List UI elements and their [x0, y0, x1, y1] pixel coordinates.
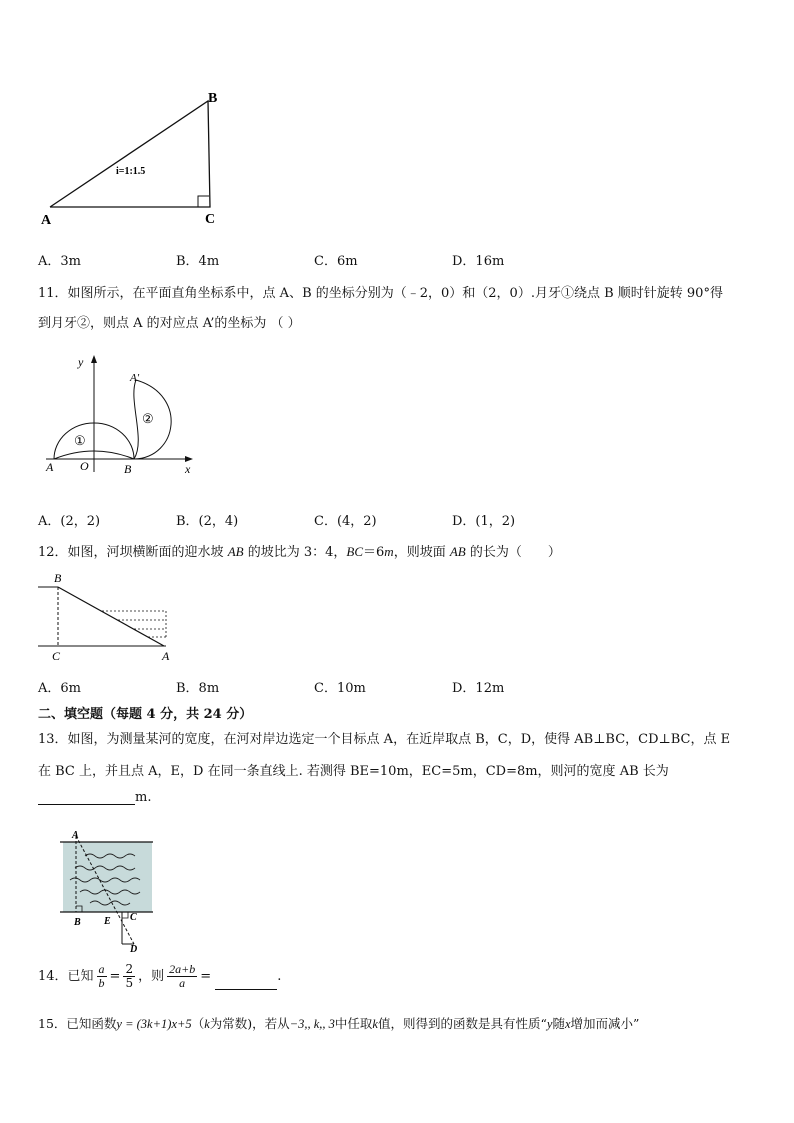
answer-blank[interactable]: [215, 975, 277, 990]
river-figure: [60, 828, 160, 956]
point-label-a: A: [46, 460, 54, 474]
q12-option-a: A．6m: [38, 681, 81, 696]
q13-text-line2: 在 BC 上，并且点 A，E，D 在同一条直线上. 若测得 BE=10m，EC=5m，CD=8m，则河的宽度 AB 长为: [38, 764, 669, 779]
q11-option-d: D．(1，2): [452, 514, 516, 529]
q14-text: 14．已知 $\frac{a}{b}$ = $\frac{2}{5}$ ，则 $\frac{2a+b}{a}$ = .: [38, 962, 282, 990]
crescent-2-label: ②: [142, 411, 154, 426]
q10-option-b: B．4m: [176, 254, 220, 269]
axis-label-x: x: [185, 462, 191, 475]
q10-option-c: C．6m: [314, 254, 358, 269]
dam-figure: [38, 570, 178, 665]
point-label-b: B: [54, 571, 62, 585]
q13-answer-line: m.: [38, 790, 151, 805]
origin-label: O: [80, 459, 89, 473]
q11-option-a: A．(2，2): [38, 514, 101, 529]
q11-option-c: C．(4，2): [314, 514, 377, 529]
axis-label-y: y: [78, 355, 84, 369]
point-label-a: A: [72, 830, 79, 841]
q12-text: 12．如图，河坝横断面的迎水坡 AB 的坡比为 3：4，BC＝6m，则坡面 AB 的长为（ ）: [38, 544, 561, 560]
crescent-1-label: ①: [74, 433, 86, 448]
fraction-a-over-b: $\frac{a}{b}$: [98, 962, 105, 990]
q12-option-d: D．12m: [452, 681, 505, 696]
q12-option-c: C．10m: [314, 681, 366, 696]
q12-option-b: B．8m: [176, 681, 220, 696]
point-label-a: A: [162, 649, 170, 663]
q11-option-b: B．(2，4): [176, 514, 239, 529]
slope-label: i=1:1.5: [116, 166, 146, 177]
point-label-a: A: [41, 213, 52, 228]
function-formula: y = (3k+1)x+5: [116, 1017, 192, 1031]
point-label-c: C: [130, 912, 137, 923]
triangle-figure: [38, 84, 228, 229]
q10-option-d: D．16m: [452, 254, 505, 269]
point-label-c: C: [52, 649, 61, 663]
q10-option-a: A．3m: [38, 254, 81, 269]
point-label-a-prime: A′: [130, 372, 140, 384]
section-title: 二、填空题（每题 4 分，共 24 分）: [38, 707, 253, 722]
value-set: −3,, k,, 3: [289, 1017, 335, 1031]
fraction-expression: $\frac{2a+b}{a}$: [169, 962, 196, 990]
point-label-b: B: [208, 91, 218, 106]
fraction-2-over-5: $\frac{2}{5}$: [125, 962, 134, 990]
q15-text: 15．已知函数y = (3k+1)x+5（k为常数)，若从−3,, k,, 3中任取k值，则得到的函数是具有性质“y随x增加而减小”: [38, 1016, 640, 1031]
point-label-b: B: [74, 917, 81, 928]
q11-text-line1: 11．如图所示，在平面直角坐标系中，点 A、B 的坐标分别为（﹣2，0）和（2，0）.月牙①绕点 B 顺时针旋转 90°得: [38, 286, 723, 301]
q11-text-line2: 到月牙②，则点 A 的对应点 A’的坐标为 （ ）: [38, 316, 301, 331]
q13-text-line1: 13．如图，为测量某河的宽度，在河对岸边选定一个目标点 A，在近岸取点 B，C，D，使得 AB⊥BC，CD⊥BC，点 E: [38, 732, 731, 747]
point-label-d: D: [130, 944, 138, 955]
crescent-figure: [38, 350, 203, 475]
point-label-e: E: [104, 916, 111, 927]
point-label-c: C: [205, 212, 216, 227]
point-label-b: B: [124, 462, 132, 475]
answer-blank[interactable]: [38, 790, 135, 805]
